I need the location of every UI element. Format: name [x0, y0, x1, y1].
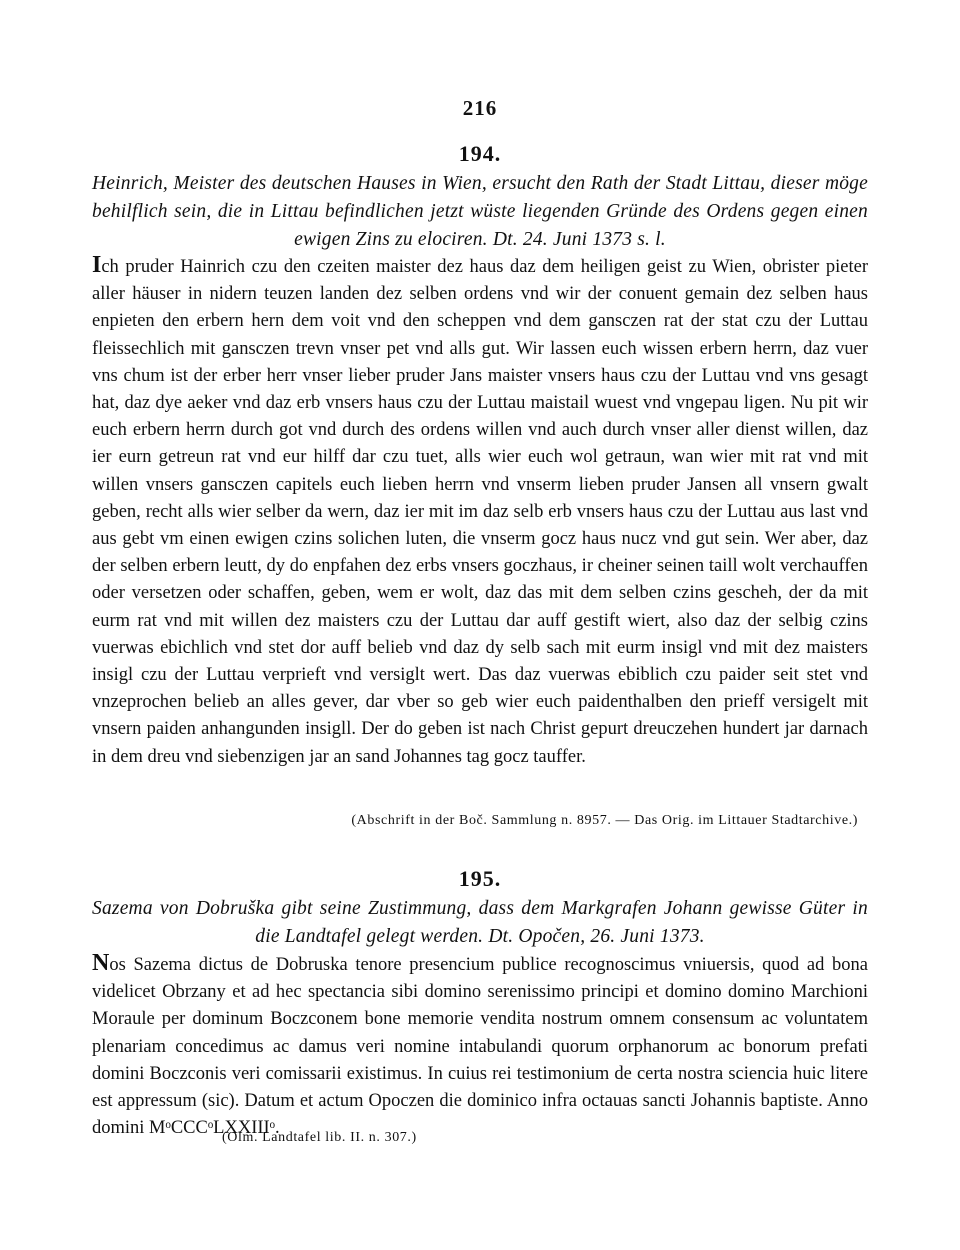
document-body — [92, 254, 868, 771]
document-heading: Heinrich, Meister des deutschen Hauses in Wien, ersucht den Rath der Stadt Littau, dieser möge behilflich sein, die in Littau befindlichen jetzt wüste liegenden Gründe des Ordens gegen einen ewigen Zins zu elociren. Dt. 24. Juni 1373 s. l. — [92, 173, 868, 250]
source-note: (Olm. Landtafel lib. II. n. 307.) — [222, 1130, 417, 1145]
source-note: (Abschrift in der Boč. Sammlung n. 8957. — Das Orig. im Littauer Stadtarchive.) — [351, 813, 858, 828]
page-number: 216 — [462, 96, 498, 120]
document-body — [92, 952, 868, 1142]
initial-letter: I — [92, 252, 102, 278]
document-heading: Sazema von Dobruška gibt seine Zustimmung, dass dem Markgrafen Johann gewisse Güter in die Landtafel gelegt werden. Dt. Opočen, 26. Juni 1373. — [92, 898, 868, 947]
document-text: os Sazema dictus de Dobruska tenore presencium publice recognoscimus vniuersis, quod ad bona videlicet Obrzany et ad hec spectancia sibi domino serenissimo principi et domino domino Marchioni Moraule per dominum Boczconem bone memorie vendita nostrum omnem consensum ac voluntatem plenariam concedimus ac damus veri nomine intabulandi quorum orphanorum ac bonorum prefati domini Boczconis veri comissarii existimus. In cuius rei testimonium de certa nostra sciencia huic litere est appressum (sic). Datum et actum Opoczen die dominico infra octauas sancti Johannis baptiste. Anno domini MᵒCCCᵒLXXIIIᵒ. — [92, 955, 868, 1139]
document-number: 195. — [458, 866, 502, 891]
initial-letter: N — [92, 950, 110, 976]
document-text: ch pruder Hainrich czu den czeiten maister dez haus daz dem heiligen geist zu Wien, obrister pieter aller häuser in nidern teuzen landen dez selben ordens vnd wir der conuent gemain dez selben haus enpieten den erbern hern dem voit vnd den scheppen vnd dem gansczen rat der stat czu der Luttau fleissechlich mit gansczen trevn vnser pet vnd alls gut. Wir lassen euch wissen erbern herrn, daz vuer vns chum ist der erber herr vnser lieber pruder Jans maister vnsers haus czu der Luttau vnd vns gesagt hat, daz dye aeker vnd daz erb vnsers haus czu der Luttau maistail wuest vnd vngepau ligen. Nu pit wir euch erbern herrn durch got vnd durch des ordens willen vnd auch durch vnser aller dienst willen, daz ier eurn getreun rat vnd eur hilff dar czu tuet, alls wier euch wol getraun, wan wier mit rat vnd mit willen vnsers gansczen capitels euch lieben herrn vnd vnserm lieben pruder Jansen all vnsern gwalt geben, recht alls wier selber da wern, daz ier mit im daz selb erb vnsers haus czu der Luttau aus last vnd aus gebt vm einen ewigen czins solichen luten, die vnserm gocz haus nucz vnd gut sein. Wer aber, daz der selben erbern leutt, dy do enpfahen dez erbs vnsers goczhaus, ir cheiner seinen taill wolt verchauffen oder versetzen oder schaffen, geben, wem er wolt, daz das mit dem selben czins gescheh, der da mit eurm rat vnd mit willen dez maisters czu der Luttau dar auff gestift wiert, also daz der selbig czins vuerwas ebichlich vnd stet dor auff belieb vnd daz dy selb sach mit eurm insigl vnd mit dez maisters insigl czu der Luttau verprieft vnd versiglt wert. Das daz vuerwas ebiblich czu paider seit stet vnd vnzeprochen belieb an alles gever, dar vber so geb wier euch paidenthalben den prieff versigelt mit vnsern paiden anhangunden insigll. Der do geben ist nach Christ gepurt dreuczehen hundert jar darnach in dem dreu vnd siebenzigen jar an sand Johannes tag gocz tauffer. — [92, 257, 868, 767]
document-number: 194. — [458, 141, 502, 166]
